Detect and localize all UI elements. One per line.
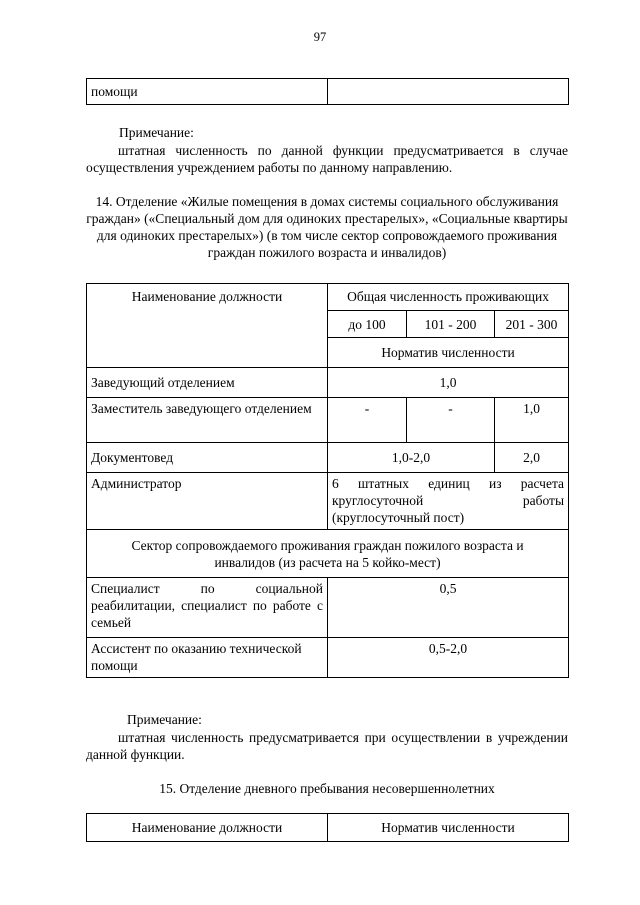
norm-value: - bbox=[407, 398, 495, 443]
staffing-table bbox=[86, 283, 569, 678]
table-cell: помощи bbox=[87, 79, 328, 105]
column-header-norm: Норматив численности bbox=[328, 814, 569, 842]
norm-value: 1,0 bbox=[328, 368, 569, 398]
staffing-table-15 bbox=[86, 813, 569, 842]
norm-value: 2,0 bbox=[495, 443, 569, 473]
position-name: Документовед bbox=[87, 443, 328, 473]
table-cell bbox=[328, 79, 569, 105]
range-header: 201 - 300 bbox=[495, 311, 569, 338]
note-title: Примечание: bbox=[119, 125, 194, 140]
range-header: 101 - 200 bbox=[407, 311, 495, 338]
note-title: Примечание: bbox=[127, 712, 202, 727]
section-heading: 15. Отделение дневного пребывания несовершеннолетних bbox=[159, 781, 495, 796]
norm-header: Норматив численности bbox=[328, 338, 569, 368]
note-text: штатная численность предусматривается при осуществлении в учреждении данной функции. bbox=[86, 730, 568, 762]
position-name: Ассистент по оказанию технической помощи bbox=[87, 638, 328, 678]
position-name: Заместитель заведующего отделением bbox=[87, 398, 328, 443]
norm-value: 0,5 bbox=[328, 578, 569, 638]
column-header-position: Наименование должности bbox=[87, 814, 328, 842]
norm-value: 6 штатных единиц из расчета круглосуточной работы (круглосуточный пост) bbox=[328, 473, 569, 530]
note-text: штатная численность по данной функции предусматривается в случае осуществления учреждением работы по данному направлению. bbox=[86, 143, 568, 175]
norm-value: 1,0-2,0 bbox=[328, 443, 495, 473]
page-number: 97 bbox=[313, 30, 327, 44]
position-name: Специалист по социальной реабилитации, специалист по работе с семьей bbox=[87, 578, 328, 638]
position-name: Администратор bbox=[87, 473, 328, 530]
position-name: Заведующий отделением bbox=[87, 368, 328, 398]
range-header: до 100 bbox=[328, 311, 407, 338]
column-header-position: Наименование должности bbox=[87, 284, 328, 368]
sector-title: Сектор сопровождаемого проживания граждан пожилого возраста и инвалидов (из расчета на 5 койко-мест) bbox=[87, 530, 569, 578]
norm-value: 1,0 bbox=[495, 398, 569, 443]
norm-value: 0,5-2,0 bbox=[328, 638, 569, 678]
section-heading: 14. Отделение «Жилые помещения в домах системы социального обслуживания граждан» («Специальный дом для одиноких престарелых», «Социальные квартиры для одиноких престарелых») (в том числе сектор сопровождаемого проживания граждан пожилого возраста и инвалидов) bbox=[86, 194, 568, 260]
continuation-table bbox=[86, 78, 569, 105]
column-header-total: Общая численность проживающих bbox=[328, 284, 569, 311]
norm-value: - bbox=[328, 398, 407, 443]
